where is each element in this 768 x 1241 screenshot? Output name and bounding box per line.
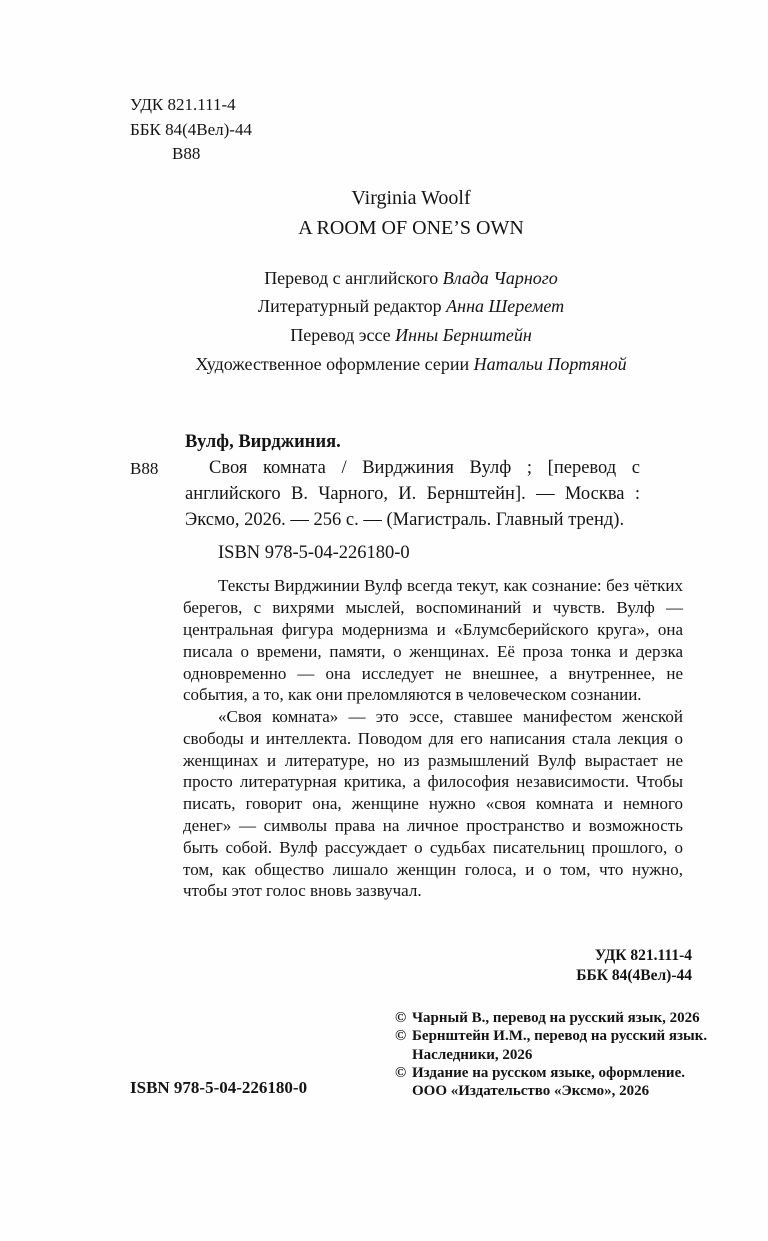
- udk-code-bottom: УДК 821.111-4: [594, 947, 692, 964]
- copyright-symbol: ©: [395, 1028, 407, 1045]
- copyright-essay-translator: [395, 1027, 707, 1064]
- copyright-line: ООО «Издательство «Эксмо», 2026: [412, 1083, 650, 1100]
- title-block: [130, 183, 692, 243]
- annotation-paragraph-1: Тексты Вирджинии Вулф всегда текут, как сознание: без чётких берегов, с вихрями мыслей, воспоминаний и чувств. Вулф — центральная фигура модернизма и «Блумсберийского круга», она писала о времени, памяти, о женщинах. Её проза тонка и дерзка одновременно — она исследует не внешнее, а внутреннее, не события, а то, как они преломляются в человеческом сознании.: [183, 576, 683, 705]
- author-name-original: Virginia Woolf: [351, 186, 471, 209]
- bbk-code: ББК 84(4Вел)-44: [130, 119, 252, 139]
- copyright-symbol: ©: [395, 1064, 407, 1081]
- copyright-text: [412, 1009, 707, 1027]
- copyright-line: Чарный В., перевод на русский язык, 2026: [412, 1010, 700, 1026]
- copyright-symbol: ©: [395, 1010, 407, 1026]
- copyright-line: Издание на русском языке, оформление.: [412, 1064, 685, 1081]
- credit-person: Анна Шеремет: [446, 296, 565, 317]
- credit-role: Перевод эссе: [290, 324, 391, 345]
- copyright-text: [412, 1027, 707, 1064]
- copyright-text: [412, 1064, 707, 1101]
- bbk-code-bottom: ББК 84(4Вел)-44: [576, 966, 692, 984]
- book-title-original: A ROOM OF ONE’S OWN: [298, 216, 524, 239]
- credit-person: Влада Чарного: [442, 267, 558, 288]
- copyright-block: [395, 1009, 707, 1100]
- bottom-classification-codes: [576, 946, 692, 985]
- credit-role: Перевод с английского: [264, 267, 439, 288]
- credit-series-designer: [130, 350, 692, 379]
- bibliographic-record: [130, 429, 640, 566]
- credits-block: [130, 264, 692, 379]
- author-sign-code: В88: [172, 144, 201, 163]
- credit-role: Литературный редактор: [257, 296, 442, 317]
- page-content: [130, 93, 692, 902]
- credit-translator: [130, 264, 692, 293]
- annotation-block: [183, 575, 683, 902]
- credit-essay-translator: [130, 321, 692, 350]
- credit-editor: [130, 292, 692, 321]
- biblio-description: Своя комната / Вирджиния Вулф ; [перевод с английского В. Чарного, И. Бернштейн]. — Москва : Эксмо, 2026. — 256 с. — (Магистраль. Главный тренд).: [185, 458, 640, 531]
- copyright-translator: [395, 1009, 707, 1027]
- biblio-author-heading: Вулф, Вирджиния.: [185, 432, 341, 453]
- biblio-author-sign: В88: [130, 459, 159, 479]
- credit-role: Художественное оформление серии: [195, 353, 470, 374]
- copyright-line: Наследники, 2026: [412, 1046, 533, 1063]
- credit-person: Инны Бернштейн: [395, 324, 532, 345]
- copyright-line: Бернштейн И.М., перевод на русский язык.: [412, 1028, 708, 1045]
- isbn-record: ISBN 978-5-04-226180-0: [218, 543, 410, 564]
- udk-code: УДК 821.111-4: [130, 95, 236, 114]
- copyright-publisher: [395, 1064, 707, 1101]
- credit-person: Натальи Портяной: [473, 353, 627, 374]
- top-classification-codes: [130, 93, 692, 167]
- annotation-paragraph-2: «Своя комната» — это эссе, ставшее манифестом женской свободы и интеллекта. Поводом для его написания стала лекция о женщинах и литературе, но из размышлений Вулф вырастает не просто литературная критика, а философия независимости. Чтобы писать, говорит она, женщине нужно «своя комната и немного денег» — символы права на личное пространство и возможность быть собой. Вулф рассуждает о судьбах писательниц прошлого, о том, как общество лишало женщин голоса, и о том, что нужно, чтобы этот голос вновь зазвучал.: [183, 707, 683, 901]
- isbn-bottom: ISBN 978-5-04-226180-0: [130, 1078, 308, 1097]
